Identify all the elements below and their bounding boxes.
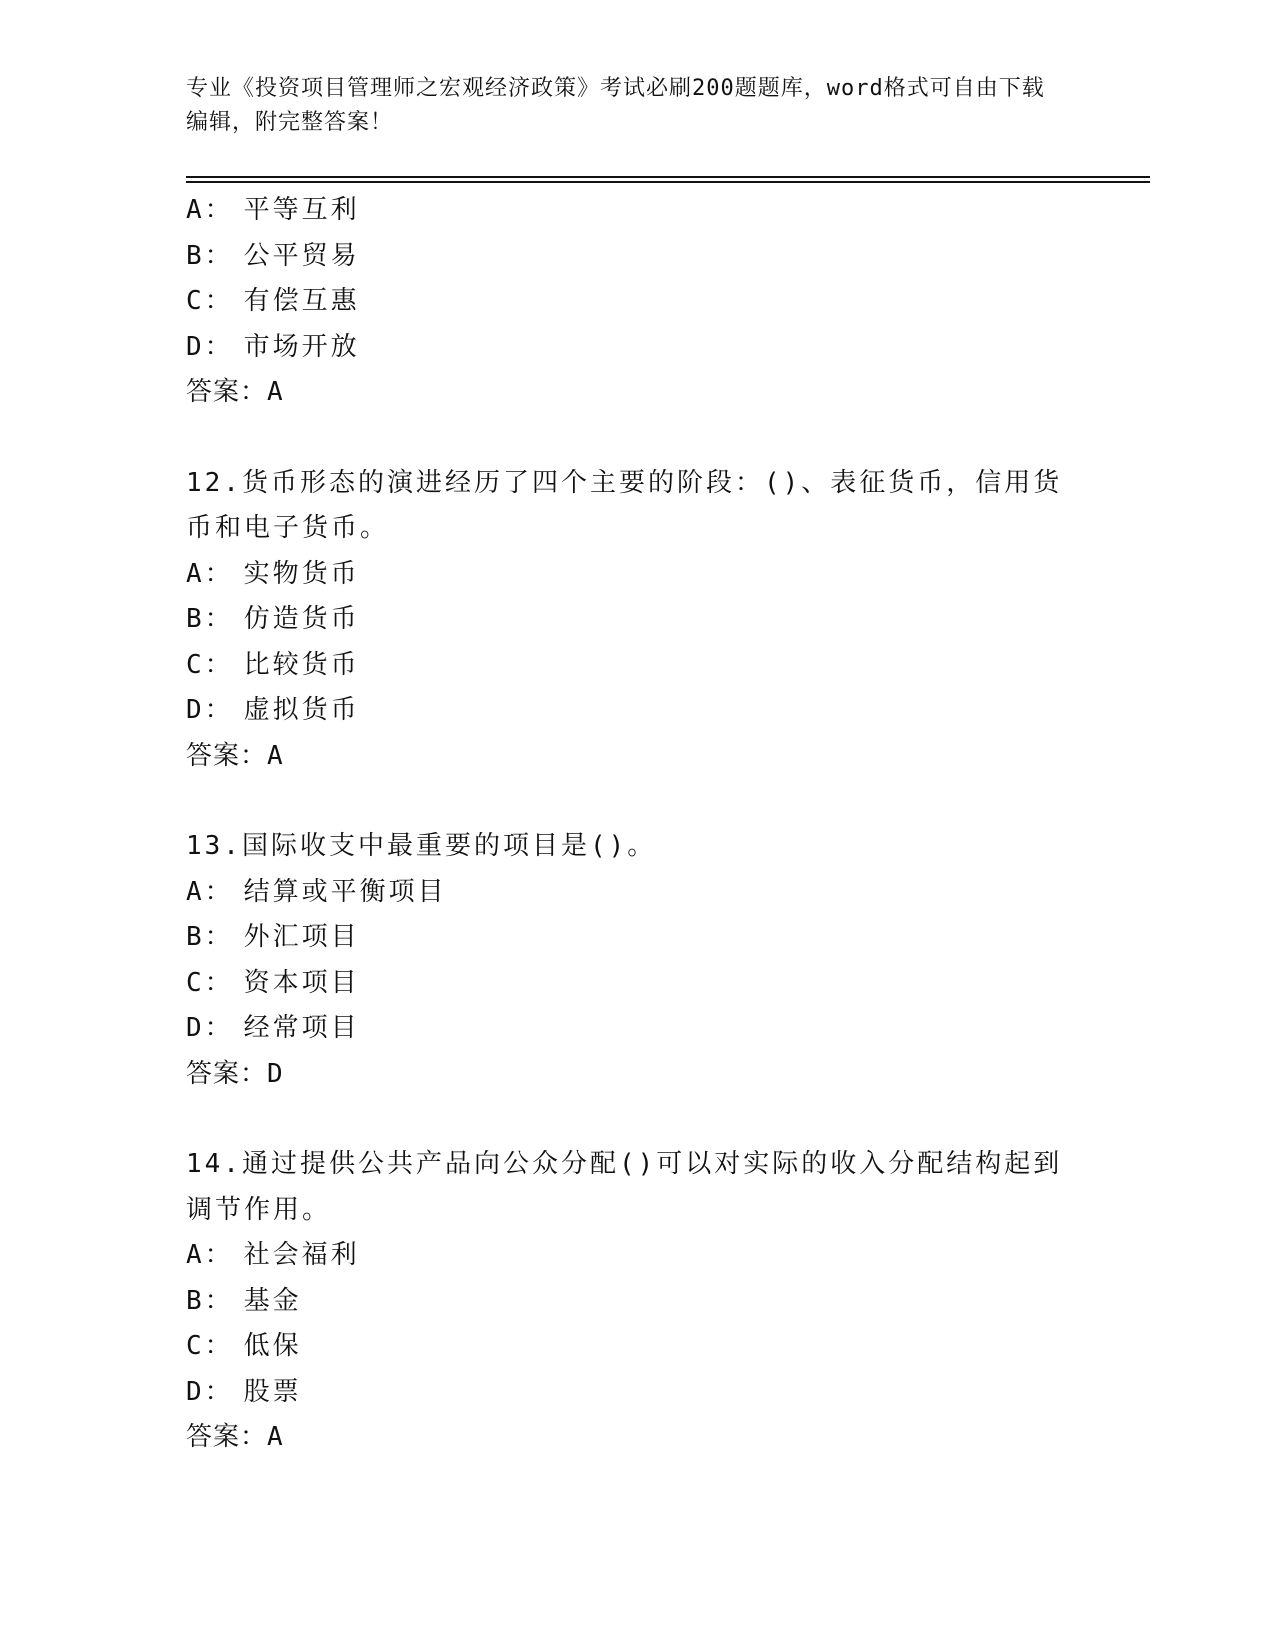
option-c: C： 比较货币 [186,649,360,680]
question-text: 13.国际收支中最重要的项目是()。 [186,831,657,861]
option-b: B： 外汇项目 [186,922,360,952]
question-text: 12.货币形态的演进经历了四个主要的阶段：()、表征货币，信用货币和电子货币。 [186,467,1063,543]
question-block-12 [186,461,1086,780]
answer-line: 答案：D [186,1058,284,1089]
question-block-14 [186,1142,1086,1461]
option-c: C： 低保 [186,1331,302,1361]
option-b: B： 基金 [186,1285,302,1316]
question-block-13 [186,824,1086,1097]
option-d: D： 虚拟货币 [186,695,360,725]
option-c: C： 资本项目 [186,967,360,998]
option-a: A： 结算或平衡项目 [186,876,447,907]
question-list [186,188,1086,1461]
document-intro: 专业《投资项目管理师之宏观经济政策》考试必刷200题题库，word格式可自由下载编辑，附完整答案！ [186,76,1045,135]
option-c: C： 有偿互惠 [186,286,360,316]
answer-line: 答案：A [186,377,284,407]
option-b: B： 公平贸易 [186,240,360,271]
option-d: D： 股票 [186,1376,302,1407]
answer-line: 答案：A [186,1422,284,1452]
question-block-11 [186,188,1086,416]
header-rule-top [186,176,1150,178]
option-a: A： 平等互利 [186,195,360,225]
answer-line: 答案：A [186,740,284,771]
option-a: A： 实物货币 [186,558,360,589]
header-rule-bottom [186,181,1150,183]
option-a: A： 社会福利 [186,1240,360,1270]
option-d: D： 经常项目 [186,1013,360,1043]
option-b: B： 仿造货币 [186,604,360,634]
question-text: 14.通过提供公共产品向公众分配()可以对实际的收入分配结构起到调节作用。 [186,1149,1063,1225]
option-d: D： 市场开放 [186,331,360,362]
